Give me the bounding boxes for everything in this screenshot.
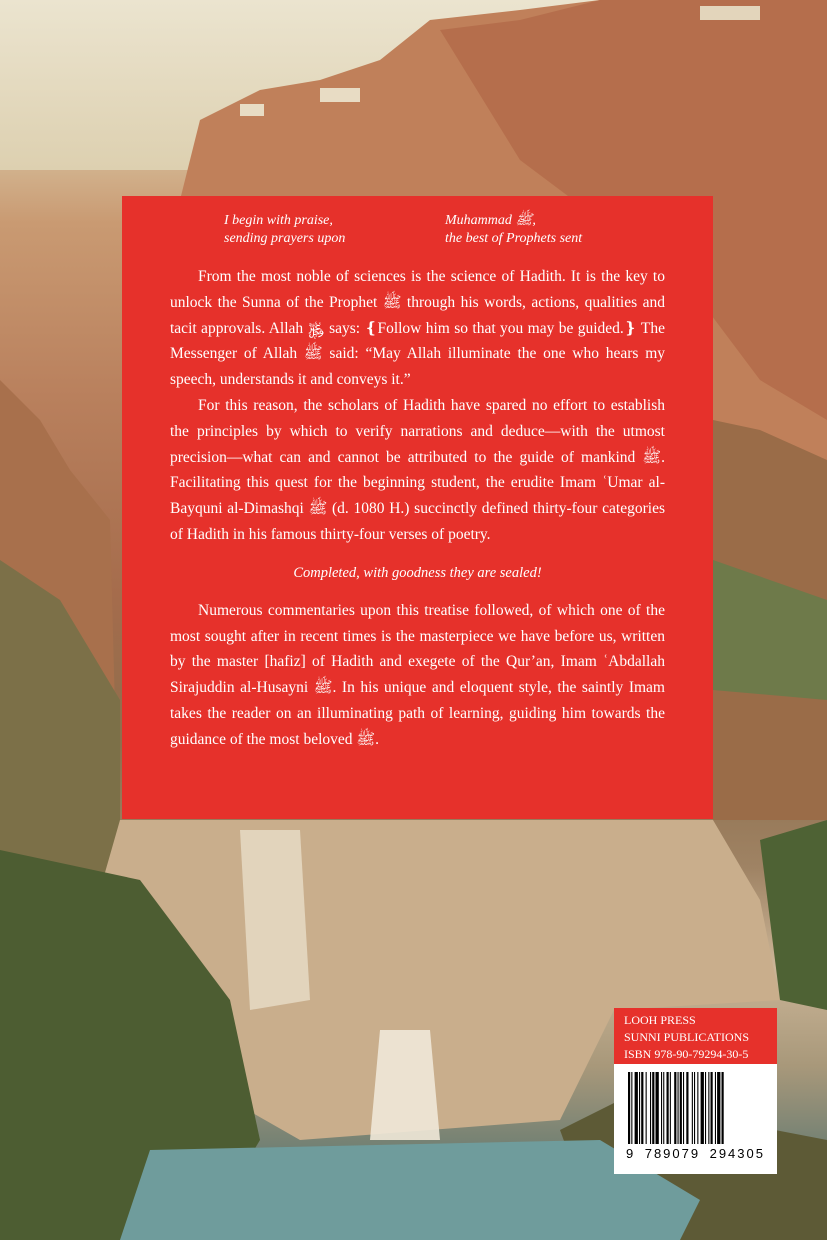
barcode-bars	[626, 1072, 765, 1144]
barcode-bar	[683, 1072, 684, 1144]
barcode-bar	[670, 1072, 671, 1144]
publisher-name: LOOH PRESS	[624, 1013, 696, 1027]
isbn-text: ISBN 978-90-79294-30-5	[624, 1047, 749, 1061]
verse-left-line-2: sending prayers upon	[224, 231, 346, 246]
barcode-group-2: 294305	[709, 1146, 765, 1161]
verse-right-line-2: the best of Prophets sent	[445, 231, 583, 246]
barcode-bar	[650, 1072, 651, 1144]
barcode-bar	[641, 1072, 643, 1144]
opening-verse	[170, 212, 665, 248]
barcode-bar	[639, 1072, 640, 1144]
barcode-bar	[674, 1072, 676, 1144]
verse-right-line-1: Muhammad ﷺ,	[445, 213, 536, 228]
paragraph-3: Numerous commentaries upon this treatise followed, of which one of the most sought after in recent times is the masterpiece we have before us, written by the master [hafiz] of Hadith and exegete of the Qur’an, Imam ʿAbdallah Sirajuddin al-Husayni ﷺ. In his unique and eloquent style, the saintly Imam takes the reader on an illuminating path of learning, guiding him towards the guidance of the most beloved ﷺ.	[170, 601, 665, 748]
barcode-bar	[717, 1072, 720, 1144]
barcode-bar	[711, 1072, 713, 1144]
barcode-bar	[678, 1072, 679, 1144]
barcode-bar	[722, 1072, 724, 1144]
barcode-bar	[656, 1072, 659, 1144]
barcode-bar	[628, 1072, 630, 1144]
barcode-bar	[652, 1072, 654, 1144]
barcode-bar	[701, 1072, 704, 1144]
barcode-first-digit: 9	[626, 1146, 636, 1161]
barcode-digits	[626, 1146, 765, 1161]
barcode-bar	[686, 1072, 688, 1144]
barcode-bar	[667, 1072, 669, 1144]
barcode-bar	[646, 1072, 647, 1144]
paragraph-2: For this reason, the scholars of Hadith have spared no effort to establish the principles by which to verify narrations and deduce—with the utmost precision—what can and cannot be attributed to the guide of mankind ﷺ. Facilitating this quest for the beginning student, the erudite Imam ʿUmar al-Bayquni al-Dimashqi ﷺ (d. 1080 H.) succinctly defined thirty-four categories of Hadith in his famous thirty-four verses of poetry.	[170, 396, 665, 543]
paragraph-1: From the most noble of sciences is the science of Hadith. It is the key to unlock the Sunna of the Prophet ﷺ through his words, actions, qualities and tacit approvals. Allah ﷿ says: ❴Follow him so that you may be guided.❵ The Messenger of Allah ﷺ said: “May Allah illuminate the one who hears my speech, understands it and conveys it.”	[170, 268, 666, 389]
verse-left	[224, 212, 409, 248]
publisher-imprint: SUNNI PUBLICATIONS	[624, 1030, 750, 1044]
barcode-bar	[680, 1072, 682, 1144]
barcode-bar	[694, 1072, 695, 1144]
barcode-bar	[663, 1072, 664, 1144]
barcode-bar	[715, 1072, 716, 1144]
barcode	[614, 1064, 777, 1174]
closing-verse: Completed, with goodness they are sealed!	[293, 564, 542, 581]
barcode-bar	[708, 1072, 709, 1144]
blurb-body	[170, 264, 665, 753]
barcode-bar	[705, 1072, 706, 1144]
barcode-bar	[661, 1072, 662, 1144]
blurb-panel	[122, 196, 713, 819]
verse-right	[445, 212, 615, 248]
barcode-group-1: 789079	[644, 1146, 701, 1161]
barcode-bar	[635, 1072, 638, 1144]
barcode-bar	[631, 1072, 632, 1144]
verse-left-line-1: I begin with praise,	[224, 213, 333, 228]
barcode-bar	[692, 1072, 693, 1144]
barcode-bar	[697, 1072, 698, 1144]
